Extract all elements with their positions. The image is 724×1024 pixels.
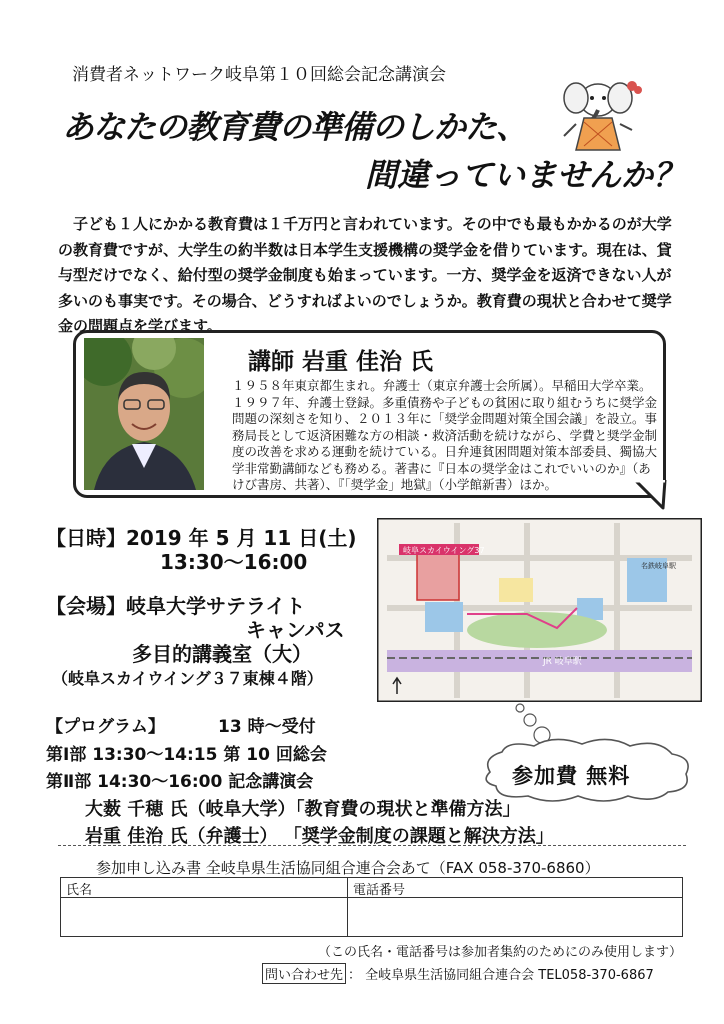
speaker-name: 講師 岩重 佳治 氏 [248, 349, 434, 375]
program-part2: 第Ⅱ部 14:30～16:00 記念講演会 [46, 772, 314, 792]
venue-line-2: キャンパス [246, 618, 345, 642]
lecturer-1: 大薮 千穂 氏（岐阜大学）「教育費の現状と準備方法」 [85, 799, 521, 820]
program-label: 【プログラム】 [46, 717, 165, 737]
program-part1: 第Ⅰ部 13:30～14:15 第 10 回総会 [46, 745, 327, 765]
phone-field-label: 電話番号 [353, 883, 406, 898]
map-meitetsu-label: 名鉄岐阜駅 [641, 562, 676, 570]
contact-info: ： 全岐阜県生活協同組合連合会 TEL058-370-6867 [348, 968, 654, 983]
speaker-photo [84, 338, 204, 490]
elephant-mascot-illustration [548, 66, 650, 156]
page-title-line1: あなたの教育費の準備のしかた、 [62, 108, 528, 146]
speaker-bio: １９５８年東京都生まれ。弁護士（東京弁護士会所属）。早稲田大学卒業。１９９７年、弁護士登録。多重債務や子どもの貧困に取り組むうちに奨学金問題の深刻さを知り、２０１３年に「奨学金問題対策全国会議」を設立。事務局長として返済困難な方の相談・救済活動を続けながら、学費と奨学金制度の改善を求める運動を続けている。日弁連貧困問題対策本部委員、獨協大学非常勤講師なども務める。著書に『日本の奨学金はこれでいいのか』（あけび書房、共著）、『「奨学金」地獄』（小学館新書）ほか。 [232, 378, 658, 492]
phone-field[interactable] [350, 899, 681, 935]
date-label: 【日時】 [46, 526, 126, 550]
venue-note: （岐阜スカイウイング３７東棟４階） [52, 669, 323, 688]
program-reception: 13 時～受付 [218, 717, 316, 737]
page-title-line2: 間違っていませんか？ [365, 156, 686, 194]
form-title: 参加申し込み書 全岐阜県生活協同組合連合会あて（FAX 058-370-6860） [96, 859, 600, 877]
name-field[interactable] [62, 899, 345, 935]
privacy-note: （この氏名・電話番号は参加者集約のためにのみ使用します） [318, 945, 683, 960]
event-subtitle: 消費者ネットワーク岐阜第１０回総会記念講演会 [72, 65, 446, 85]
intro-paragraph: 子ども１人にかかる教育費は１千万円と言われています。その中でも最もかかるのが大学の教育費ですが、大学生の約半数は日本学生支援機構の奨学金を借りています。現在は、貸与型だけでなく、給付型の奨学金制度も始まっています。一方、奨学金を返済できない人が多いのも事実です。その場合、どうすればよいのでしょうか。教育費の現状と合わせて奨学金の問題点を学びます。 [58, 215, 672, 335]
date-value: 2019 年 5 月 11 日(土) [126, 526, 357, 550]
fee-label: 参加費 無料 [512, 764, 631, 788]
venue-line-1: 【会場】岐阜大学サテライト [46, 594, 306, 618]
map-station-label: JR 岐阜駅 [543, 657, 582, 667]
fee-thought-cloud [478, 700, 698, 810]
event-time: 13:30～16:00 [160, 550, 308, 574]
lecturer-2: 岩重 佳治 氏（弁護士） 「奨学金制度の課題と解決方法」 [85, 826, 554, 847]
contact-label: 問い合わせ先 [262, 963, 346, 984]
map-building-label: 岐阜スカイウイング37 [403, 546, 485, 555]
venue-label: 【会場】 [46, 594, 126, 618]
form-divider [347, 877, 348, 937]
venue-map [377, 518, 702, 702]
cut-line [58, 845, 686, 846]
name-field-label: 氏名 [66, 883, 93, 898]
venue-line-3: 多目的講義室（大） [132, 642, 312, 666]
